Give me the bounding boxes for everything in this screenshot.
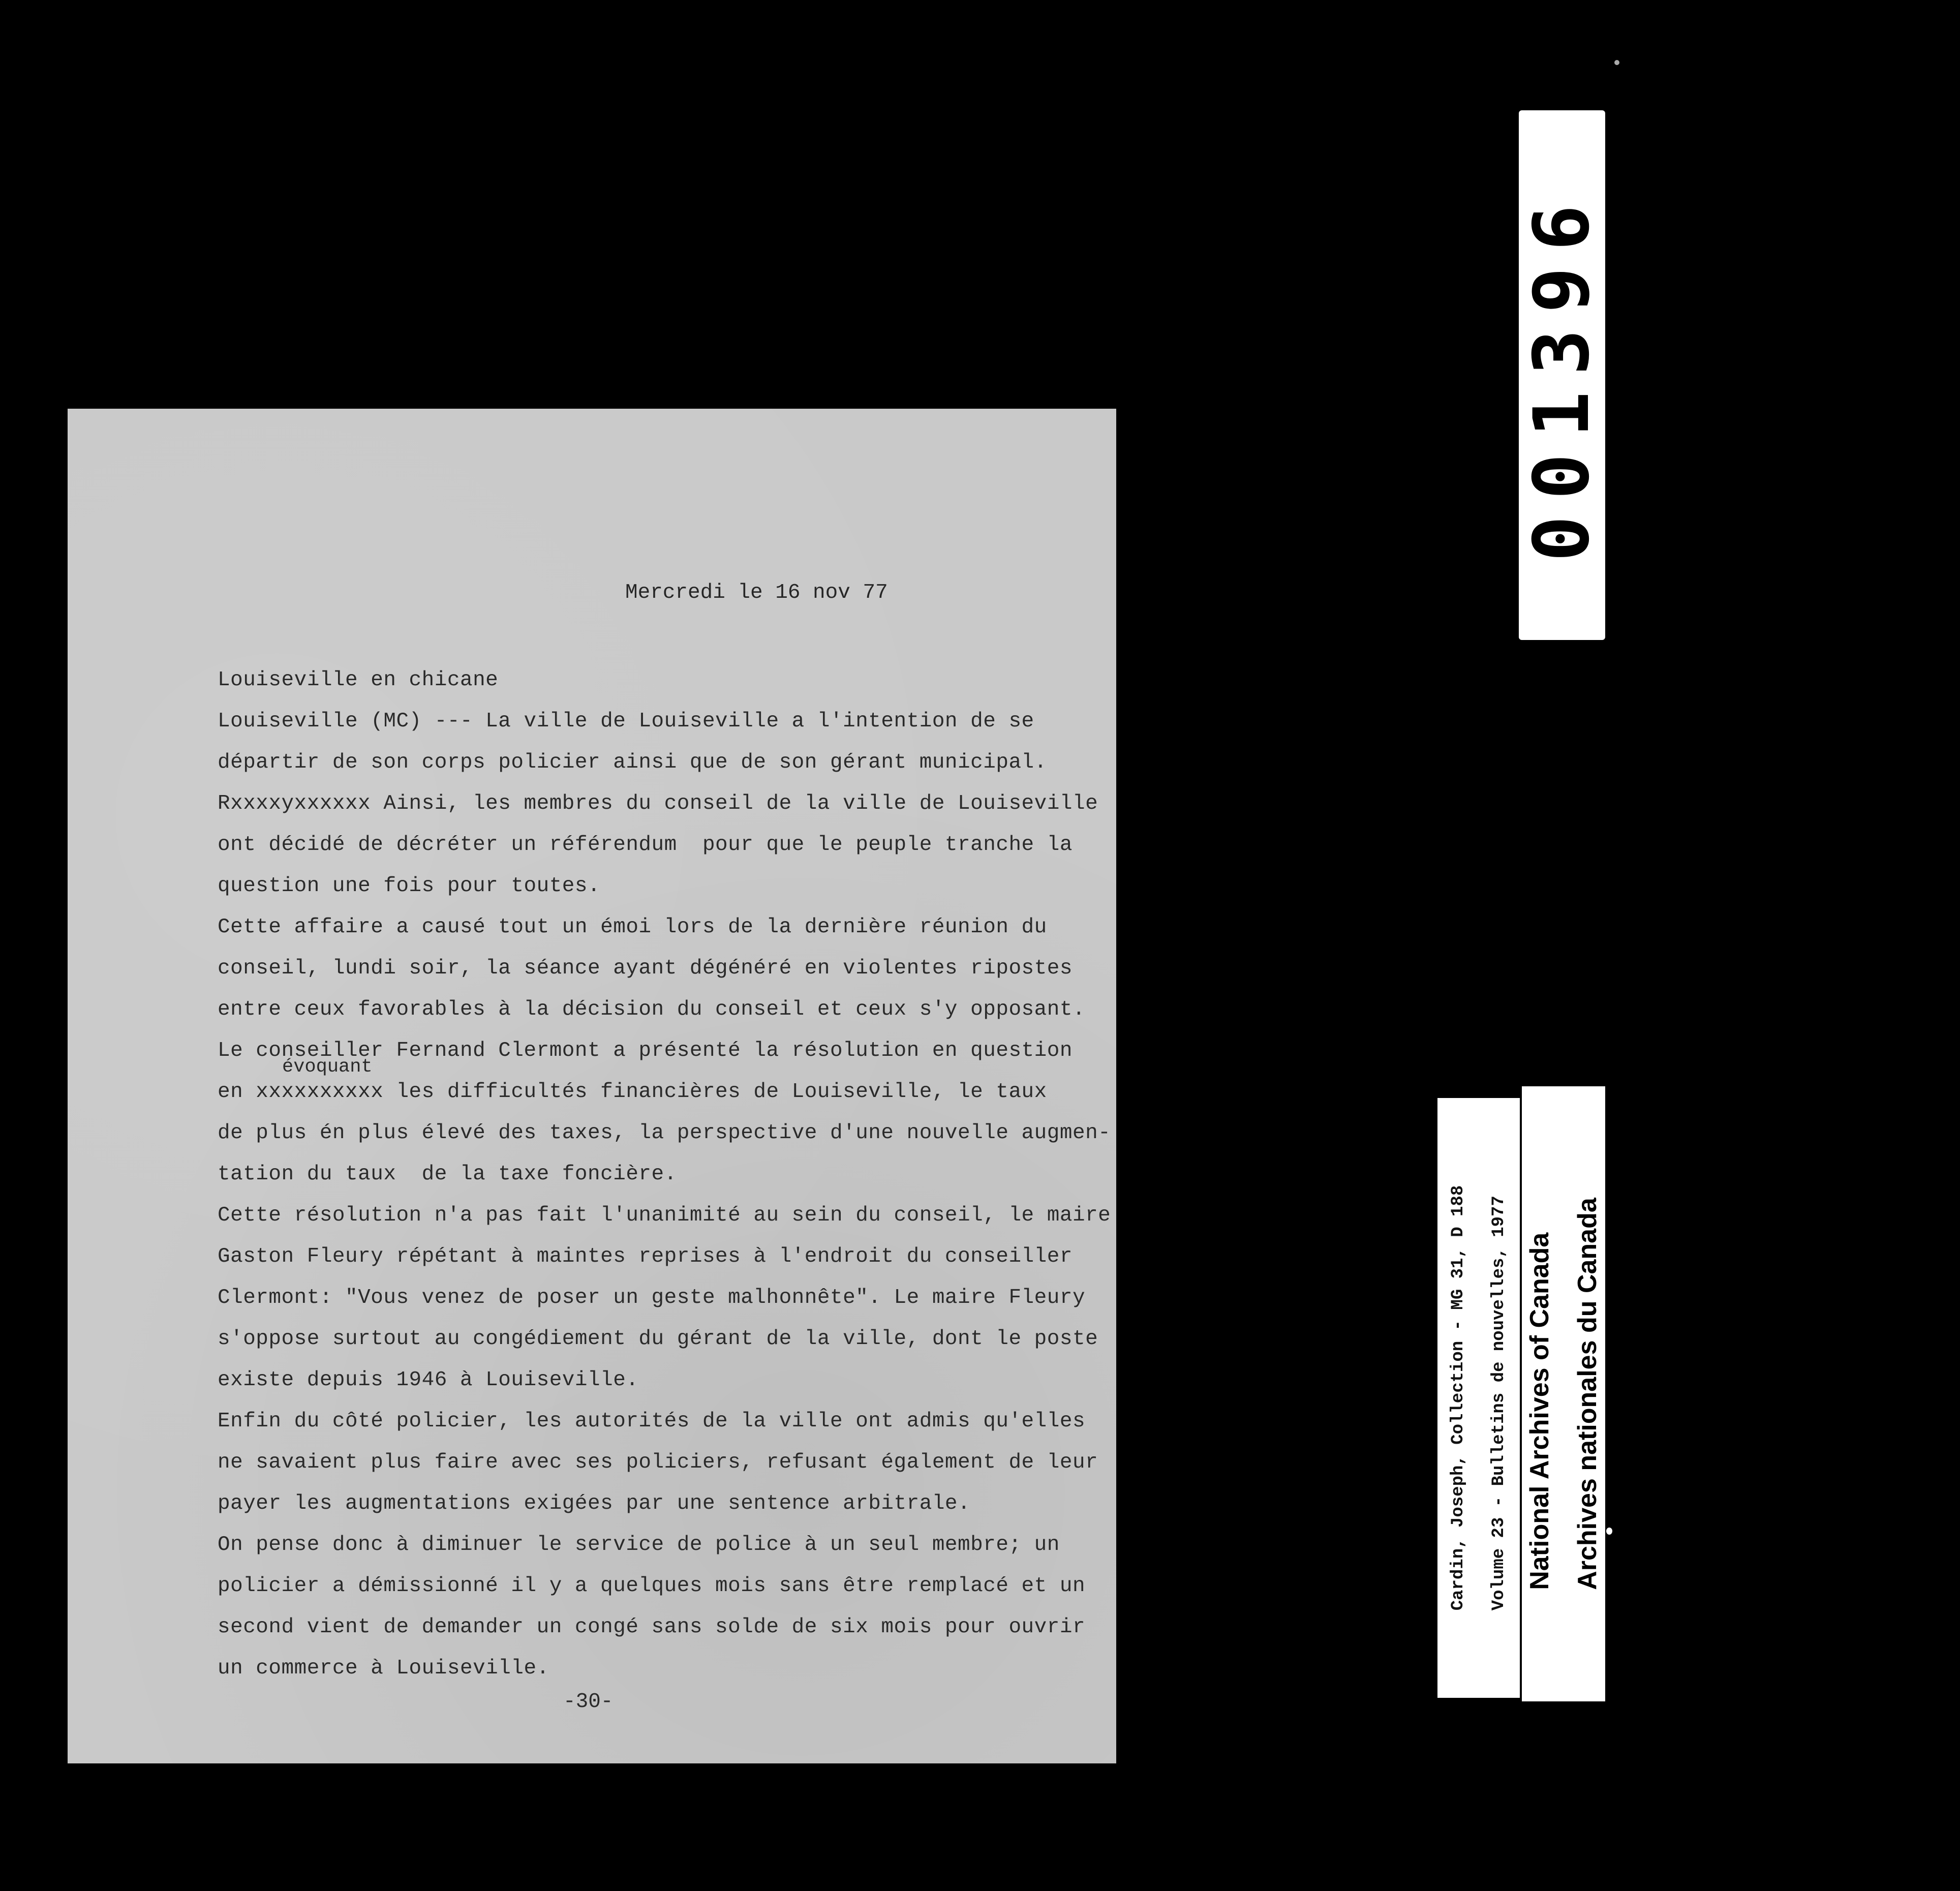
- text-line: départir de son corps policier ainsi que de son gérant municipal.: [218, 751, 1047, 774]
- stamp-number: 001396: [1518, 189, 1606, 562]
- text-line: en xxxxxxxxxx les difficultés financières de Louiseville, le taux: [218, 1080, 1047, 1104]
- text-line: tation du taux de la taxe foncière.: [218, 1163, 677, 1186]
- text-line: s'oppose surtout au congédiement du gérant de la ville, dont le poste: [218, 1327, 1098, 1351]
- inserted-word: évoquant: [282, 1056, 373, 1078]
- text-line: policier a démissionné il y a quelques mois sans être remplacé et un: [218, 1574, 1086, 1598]
- text-line: Gaston Fleury répétant à maintes reprises à l'endroit du conseiller: [218, 1245, 1073, 1268]
- text-line: Cette affaire a causé tout un émoi lors de la dernière réunion du: [218, 916, 1047, 939]
- text-line: Le conseiller Fernand Clermont a présenté la résolution en question: [218, 1039, 1073, 1062]
- text-line: ont décidé de décréter un référendum pour que le peuple tranche la: [218, 833, 1073, 857]
- text-line: second vient de demander un congé sans solde de six mois pour ouvrir: [218, 1615, 1086, 1639]
- archives-label-line-1: National Archives of Canada: [1525, 1232, 1554, 1590]
- text-line: On pense donc à diminuer le service de police à un seul membre; un: [218, 1533, 1060, 1557]
- archive-stamp: [1519, 110, 1605, 640]
- text-line: Rxxxxyxxxxxx Ainsi, les membres du conseil de la ville de Louiseville: [218, 792, 1098, 815]
- text-line: Enfin du côté policier, les autorités de la ville ont admis qu'elles: [218, 1410, 1086, 1433]
- document-date: Mercredi le 16 nov 77: [625, 581, 888, 604]
- text-line: Louiseville en chicane: [218, 668, 499, 692]
- archives-label-line-2: Archives nationales du Canada: [1573, 1198, 1602, 1590]
- text-line: Louiseville (MC) --- La ville de Louiseville a l'intention de se: [218, 710, 1034, 733]
- text-line: ne savaient plus faire avec ses policiers, refusant également de leur: [218, 1451, 1098, 1474]
- text-line: question une fois pour toutes.: [218, 874, 601, 898]
- text-line: Cette résolution n'a pas fait l'unanimité au sein du conseil, le maire: [218, 1204, 1111, 1227]
- reference-label-line-2: Volume 23 - Bulletins de nouvelles, 1977: [1489, 1196, 1509, 1611]
- archives-label: [1522, 1086, 1605, 1701]
- film-speck: [1614, 60, 1619, 65]
- reference-label-line-1: Cardin, Joseph, Collection - MG 31, D 188: [1449, 1185, 1468, 1611]
- text-line: entre ceux favorables à la décision du conseil et ceux s'y opposant.: [218, 998, 1086, 1021]
- page-number: -30-: [563, 1690, 614, 1714]
- text-line: existe depuis 1946 à Louiseville.: [218, 1368, 639, 1392]
- text-line: payer les augmentations exigées par une sentence arbitrale.: [218, 1492, 971, 1515]
- text-line: Clermont: "Vous venez de poser un geste malhonnête". Le maire Fleury: [218, 1286, 1086, 1309]
- text-line: un commerce à Louiseville.: [218, 1657, 549, 1680]
- text-line: conseil, lundi soir, la séance ayant dégénéré en violentes ripostes: [218, 957, 1073, 980]
- text-line: de plus én plus élevé des taxes, la perspective d'une nouvelle augmen-: [218, 1121, 1111, 1145]
- film-speck: [1606, 1528, 1612, 1535]
